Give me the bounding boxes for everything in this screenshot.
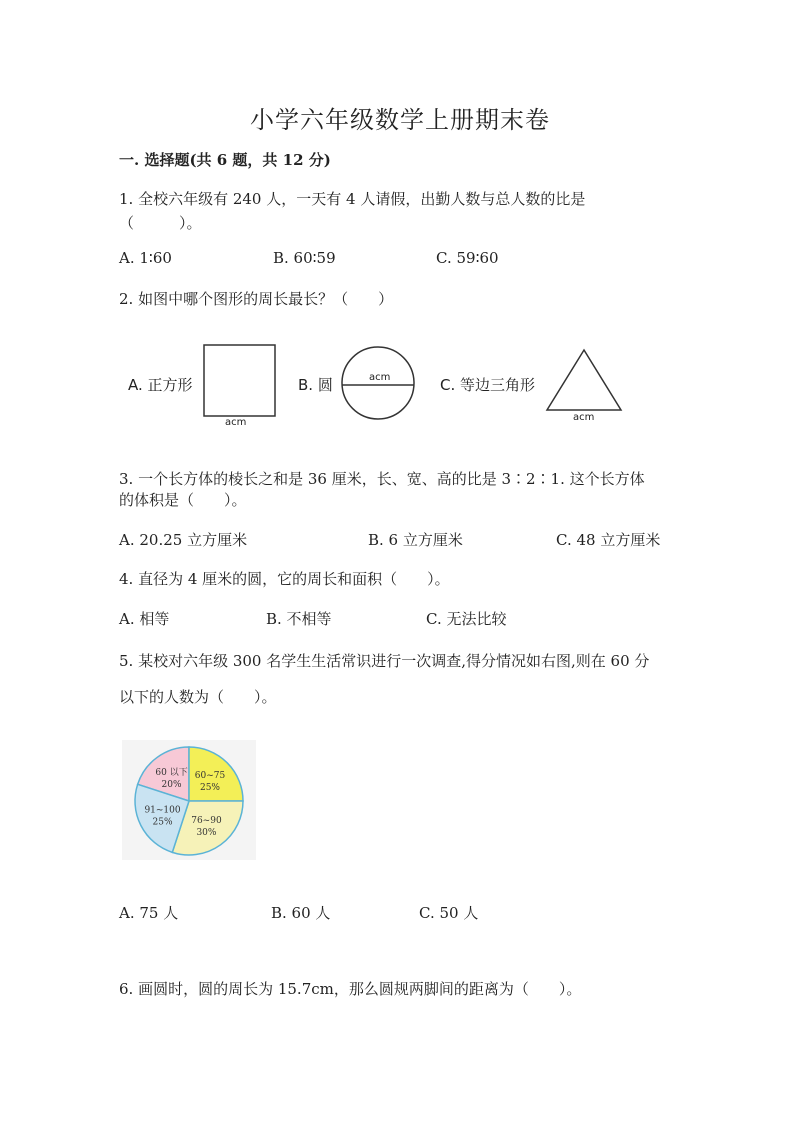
question-4-option-a[interactable]: A. 相等 (119, 610, 170, 628)
question-3-option-b[interactable]: B. 6 立方厘米 (368, 531, 463, 549)
question-1-option-b[interactable]: B. 60∶59 (273, 249, 336, 267)
question-5-line-1: 5. 某校对六年级 300 名学生生活常识进行一次调查,得分情况如右图,则在 60 分 (119, 652, 650, 670)
pie-slice-value: 20% (161, 779, 182, 790)
question-5-option-a[interactable]: A. 75 人 (119, 904, 179, 922)
circle-diameter-label: acm (369, 372, 391, 383)
question-6-text: 6. 画圆时，圆的周长为 15.7cm，那么圆规两脚间的距离为（ ）。 (119, 980, 582, 998)
pie-slice-value: 25% (152, 817, 173, 828)
pie-slice-label: 60~75 (194, 770, 226, 781)
circle-figure (340, 345, 420, 425)
question-3-line-1: 3. 一个长方体的棱长之和是 36 厘米，长、宽、高的比是 3∶2∶1. 这个长方体 (119, 470, 645, 488)
triangle-figure (544, 347, 626, 415)
figure-label-circle: B. 圆 (298, 376, 333, 394)
question-3-line-2: 的体积是（ ）。 (119, 491, 247, 509)
question-5-line-2: 以下的人数为（ ）。 (119, 688, 277, 706)
pie-slice-value: 30% (196, 828, 217, 839)
question-3-option-a[interactable]: A. 20.25 立方厘米 (119, 531, 248, 549)
triangle-side-label: acm (573, 412, 595, 423)
question-5-option-b[interactable]: B. 60 人 (271, 904, 331, 922)
page-title: 小学六年级数学上册期末卷 (250, 106, 550, 134)
question-1-option-c[interactable]: C. 59∶60 (436, 249, 499, 267)
pie-slice-label: 76~90 (191, 816, 222, 827)
pie-slice-label: 60 以下 (155, 767, 188, 778)
score-pie-chart (122, 740, 256, 860)
question-1-option-a[interactable]: A. 1∶60 (119, 249, 172, 267)
pie-slice-label: 91~100 (144, 805, 181, 816)
question-2-text: 2. 如图中哪个图形的周长最长？（ ） (119, 290, 394, 308)
figure-label-triangle: C. 等边三角形 (440, 376, 536, 394)
square-side-label: acm (225, 417, 247, 428)
question-4-text: 4. 直径为 4 厘米的圆，它的周长和面积（ ）。 (119, 570, 450, 588)
section-heading: 一. 选择题(共 6 题，共 12 分) (119, 151, 331, 169)
question-4-option-b[interactable]: B. 不相等 (266, 610, 332, 628)
question-3-option-c[interactable]: C. 48 立方厘米 (556, 531, 661, 549)
question-4-option-c[interactable]: C. 无法比较 (426, 610, 507, 628)
question-1-line-1: 1. 全校六年级有 240 人，一天有 4 人请假，出勤人数与总人数的比是 (119, 190, 586, 208)
pie-slice-value: 25% (199, 782, 221, 793)
question-1-line-2: （ ）。 (119, 214, 202, 232)
question-5-option-c[interactable]: C. 50 人 (419, 904, 479, 922)
figure-label-square: A. 正方形 (128, 376, 193, 394)
